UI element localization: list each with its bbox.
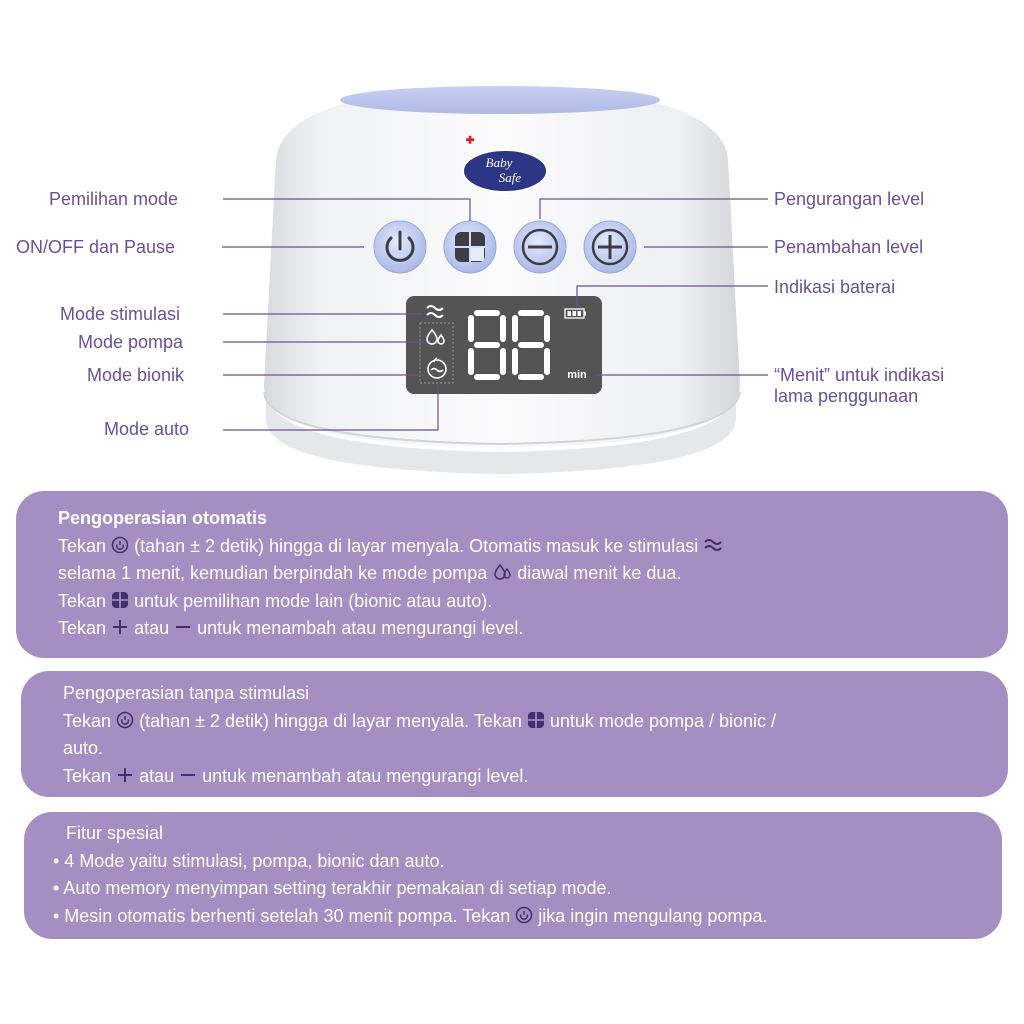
label-pengurangan-level: Pengurangan level	[774, 189, 925, 209]
minus-icon	[179, 766, 197, 784]
plus-icon	[111, 618, 129, 636]
mode-grid-icon	[527, 711, 545, 729]
pump-drop-icon	[492, 562, 512, 582]
panel3-title: Fitur spesial	[66, 823, 164, 843]
panel-pengoperasian-tanpa-stimulasi: Pengoperasian tanpa stimulasi Tekan (tahan ± 2 detik) hingga di layar menyala. Tekan untuk mode pompa / bionic / auto. Tekan atau untuk menambah atau mengurangi level.	[21, 671, 1008, 797]
mode-button[interactable]	[444, 221, 496, 273]
power-icon	[515, 906, 533, 924]
label-mode-stimulasi: Mode stimulasi	[60, 304, 181, 324]
plus-icon	[593, 230, 627, 264]
label-pemilihan-mode: Pemilihan mode	[49, 189, 179, 209]
label-menit-line2: lama penggunaan	[774, 386, 919, 406]
label-on-off: ON/OFF dan Pause	[16, 237, 176, 257]
mode-grid-icon	[455, 232, 485, 262]
power-icon	[116, 711, 134, 729]
brand-line2: Safe	[498, 170, 522, 185]
panel-pengoperasian-otomatis: Pengoperasian otomatis Tekan (tahan ± 2 detik) hingga di layar menyala. Otomatis masuk ke stimulasi selama 1 menit, kemudian berpindah ke mode pompa diawal menit ke dua. Tekan untuk pemilihan mode lain (bionic atau auto). Tekan atau untuk menambah atau mengurangi level.	[16, 491, 1008, 658]
minus-icon	[174, 618, 192, 636]
label-indikasi-baterai: Indikasi baterai	[774, 277, 896, 297]
feature-bullet-2: • Auto memory menyimpan setting terakhir pemakaian di setiap mode.	[53, 878, 612, 898]
label-mode-pompa: Mode pompa	[78, 332, 184, 352]
power-button[interactable]	[374, 221, 426, 273]
mode-grid-icon	[111, 591, 129, 609]
stimulation-wave-icon	[703, 537, 723, 553]
minus-button[interactable]	[514, 221, 566, 273]
brand-line1: Baby	[485, 155, 513, 170]
feature-bullet-1: • 4 Mode yaitu stimulasi, pompa, bionic dan auto.	[53, 850, 445, 871]
panel2-title: Pengoperasian tanpa stimulasi	[63, 683, 310, 703]
plus-button[interactable]	[584, 221, 636, 273]
panel-fitur-spesial: Fitur spesial • 4 Mode yaitu stimulasi, pompa, bionic dan auto. • Auto memory menyimpan setting terakhir pemakaian di setiap mode. • Mesin otomatis berhenti setelah 30 menit pompa. Tekan jika ingin mengulang pompa.	[24, 812, 1002, 939]
label-menit-line1: “Menit” untuk indikasi	[774, 365, 945, 385]
lcd-display	[406, 296, 602, 394]
label-mode-auto: Mode auto	[104, 419, 190, 439]
lcd-unit: min	[567, 369, 587, 381]
plus-icon	[116, 766, 134, 784]
power-icon	[111, 536, 129, 554]
panel2-line2: auto.	[63, 738, 104, 758]
label-mode-bionik: Mode bionik	[87, 365, 185, 385]
label-penambahan-level: Penambahan level	[774, 237, 924, 257]
panel1-title: Pengoperasian otomatis	[58, 508, 268, 528]
